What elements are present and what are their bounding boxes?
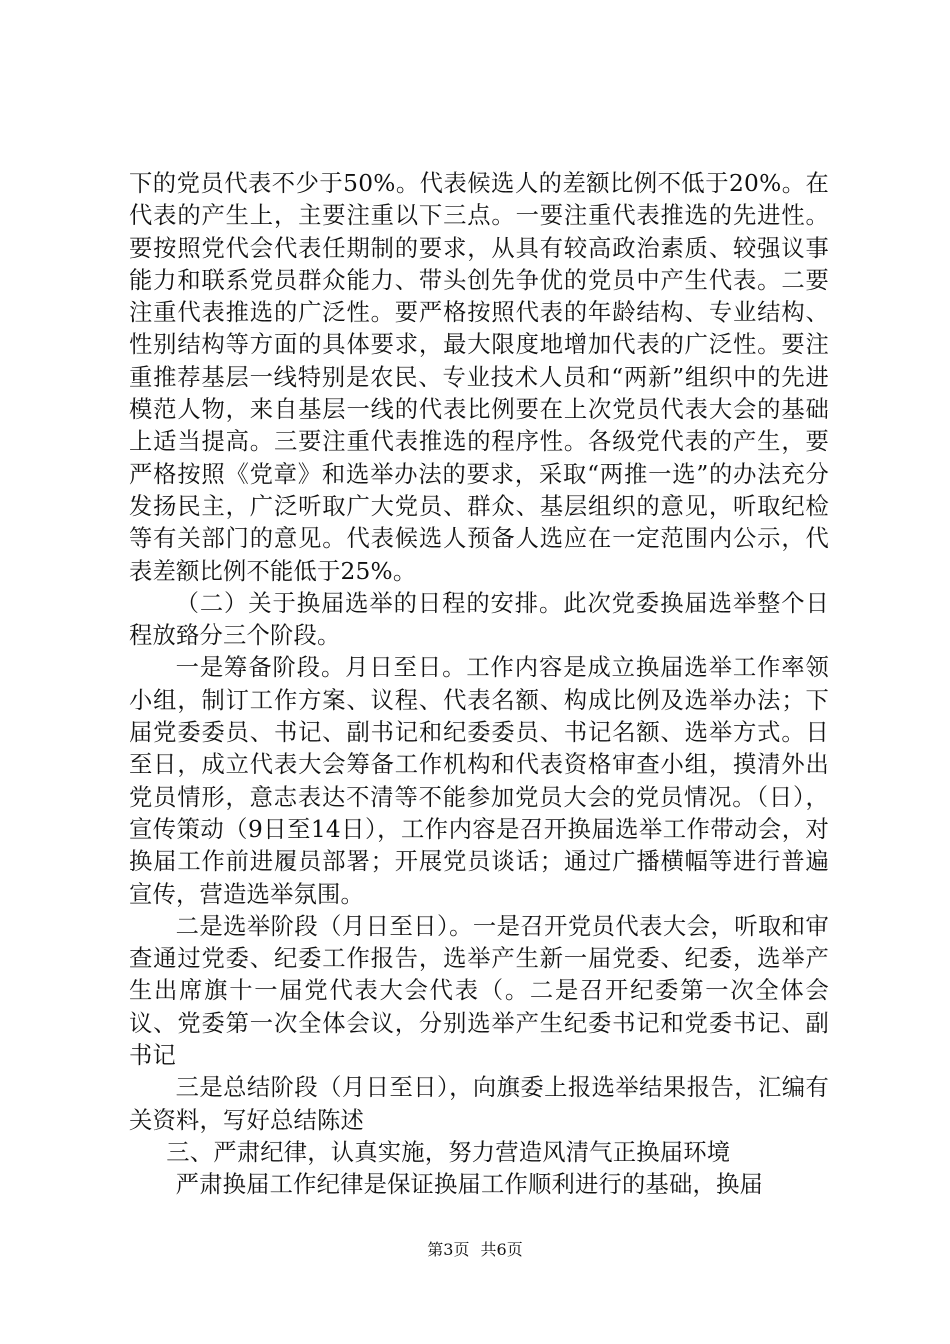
paragraph-preparation-stage: 一是筹备阶段。月日至日。工作内容是成立换届选举工作率领小组，制订工作方案、议程、代表名额、构成比例及选举办法；下届党委委员、书记、副书记和纪委委员、书记名额、选举方式。日至日，成立代表大会筹备工作机构和代表资格审查小组，摸清外出党员情形，意志表达不清等不能参加党员大会的党员情况。（日），宣传策动（9日至14日），工作内容是召开换届选举工作带动会，对换届工作前进履员部署；开展党员谈话；通过广播横幅等进行普遍宣传，营造选举氛围。: [129, 654, 829, 908]
section-heading-discipline: 三、严肃纪律，认真实施，努力营造风清气正换届环境: [166, 1138, 731, 1166]
paragraph-election-stage: 二是选举阶段（月日至日）。一是召开党员代表大会，听取和审查通过党委、纪委工作报告，选举产生新一届党委、纪委，选举产生出席旗十一届党代表大会代表（。二是召开纪委第一次全体会议、党委第一次全体会议，分别选举产生纪委书记和党委书记、副书记: [129, 912, 829, 1070]
page-footer: [0, 1240, 950, 1260]
paragraph-summary-stage: 三是总结阶段（月日至日），向旗委上报选举结果报告，汇编有关资料，写好总结陈述: [129, 1074, 829, 1134]
page-number-current: 第3页: [427, 1240, 470, 1259]
page-number-total: 共6页: [480, 1240, 523, 1259]
paragraph-discipline: 严肃换届工作纪律是保证换届工作顺利进行的基础，换届: [175, 1171, 764, 1199]
paragraph-delegate-selection: 下的党员代表不少于50%。代表候选人的差额比例不低于20%。在代表的产生上，主要注重以下三点。一要注重代表推选的先进性。要按照党代会代表任期制的要求，从具有较高政治素质、较强议事能力和联系党员群众能力、带头创先争优的党员中产生代表。二要注重代表推选的广泛性。要严格按照代表的年龄结构、专业结构、性别结构等方面的具体要求，最大限度地增加代表的广泛性。要注重推荐基层一线特别是农民、专业技术人员和“两新”组织中的先进模范人物，来自基层一线的代表比例要在上次党员代表大会的基础上适当提高。三要注重代表推选的程序性。各级党代表的产生，要严格按照《党章》和选举办法的要求，采取“两推一选”的办法充分发扬民主，广泛听取广大党员、群众、基层组织的意见，听取纪检等有关部门的意见。代表候选人预备人选应在一定范围内公示，代表差额比例不能低于25%。: [129, 170, 829, 585]
document-body: [129, 168, 829, 1202]
paragraph-schedule-intro: （二）关于换届选举的日程的安排。此次党委换届选举整个日程放臵分三个阶段。: [129, 589, 829, 650]
